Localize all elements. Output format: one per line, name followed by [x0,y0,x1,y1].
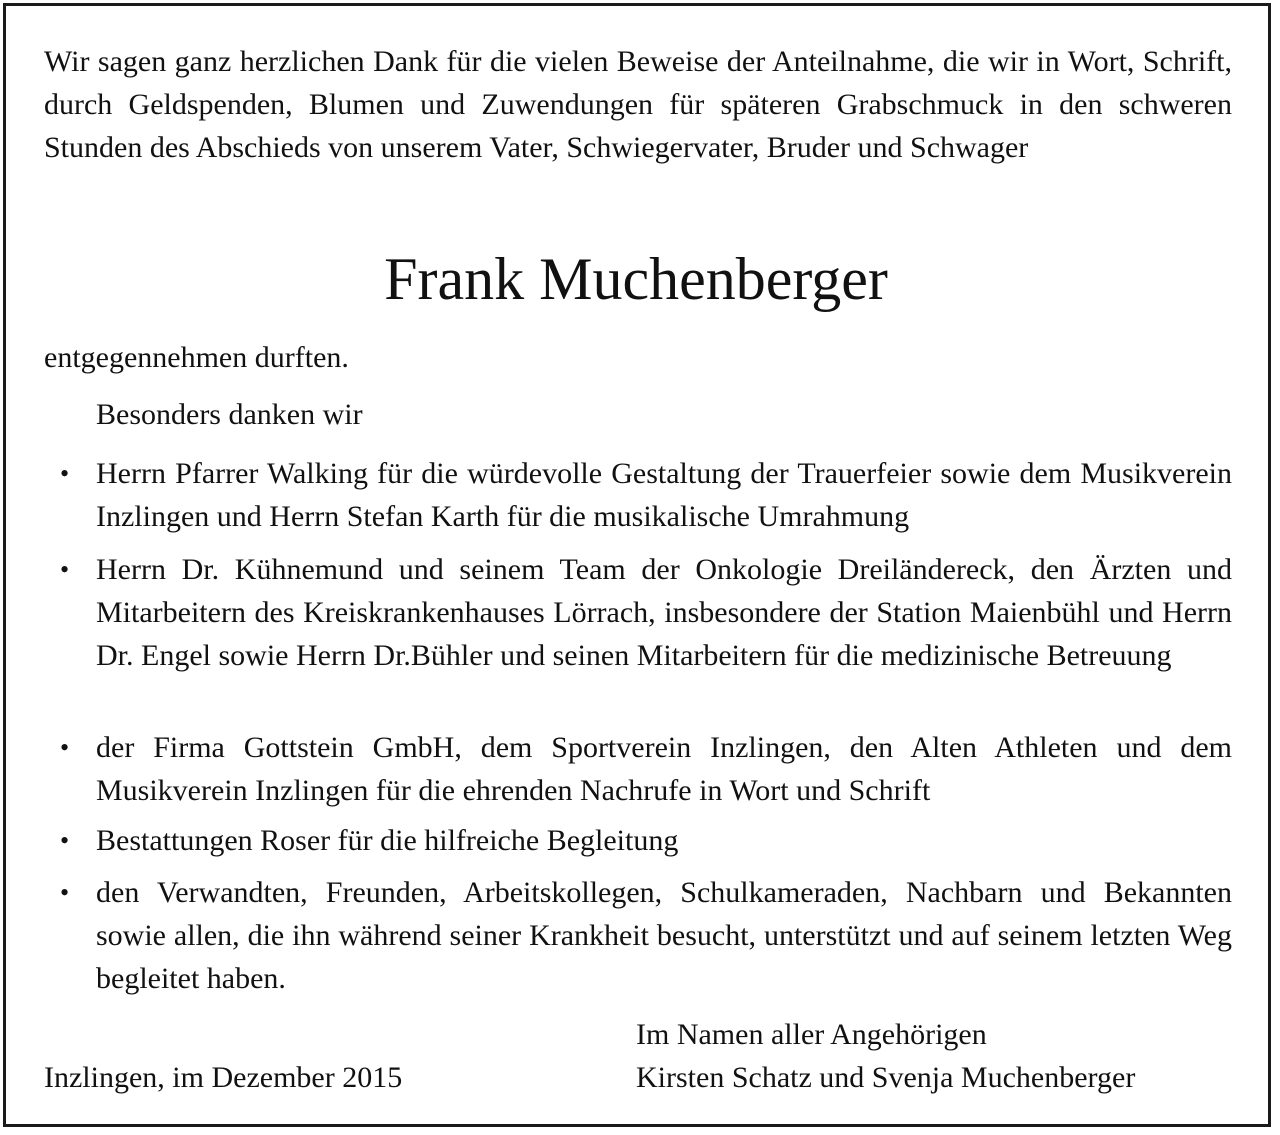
regards-line: Im Namen aller Angehörigen [636,1018,987,1051]
bullet-icon: • [60,878,70,907]
bullet-icon: • [60,826,70,855]
intro-paragraph: Wir sagen ganz herzlichen Dank für die vielen Beweise der Anteilnahme, die wir in Wort, Schrift, durch Geldspenden, Blumen und Zuwendungen für späteren Grabschmuck in den schweren Stunden des Abschieds von unserem Vater, Schwiegervater, Bruder und Schwager [44,45,1232,164]
thanks-item-text: der Firma Gottstein GmbH, dem Sportverein Inzlingen, den Alten Athleten und dem Musikverein Inzlingen für die ehrenden Nachrufe in Wort und Schrift [96,731,1232,807]
signers-line: Kirsten Schatz und Svenja Muchenberger [636,1061,1136,1094]
deceased-name: Frank Muchenberger [384,246,888,312]
thanks-item-text: Herrn Dr. Kühnemund und seinem Team der Onkologie Dreiländereck, den Ärzten und Mitarbeitern des Kreiskrankenhauses Lörrach, insbesondere der Station Maienbühl und Herrn Dr. Engel sowie Herrn Dr.Bühler und seinen Mitarbeitern für die medizinische Betreuung [96,553,1232,672]
thanks-item-text: den Verwandten, Freunden, Arbeitskollegen, Schulkameraden, Nachbarn und Bekannten sowie allen, die ihn während seiner Krankheit besucht, unterstützt und auf seinem letzten Weg begleitet haben. [96,876,1232,995]
bullet-icon: • [60,733,70,762]
bullet-icon: • [60,459,70,488]
accepted-line: entgegennehmen durften. [44,341,349,374]
thanks-item-text: Herrn Pfarrer Walking für die würdevolle Gestaltung der Trauerfeier sowie dem Musikverein Inzlingen und Herrn Stefan Karth für die musikalische Umrahmung [96,457,1232,533]
thanks-item-text: Bestattungen Roser für die hilfreiche Begleitung [96,824,679,857]
especially-thanks-line: Besonders danken wir [96,398,363,431]
bullet-icon: • [60,555,70,584]
place-date-line: Inzlingen, im Dezember 2015 [44,1061,403,1094]
